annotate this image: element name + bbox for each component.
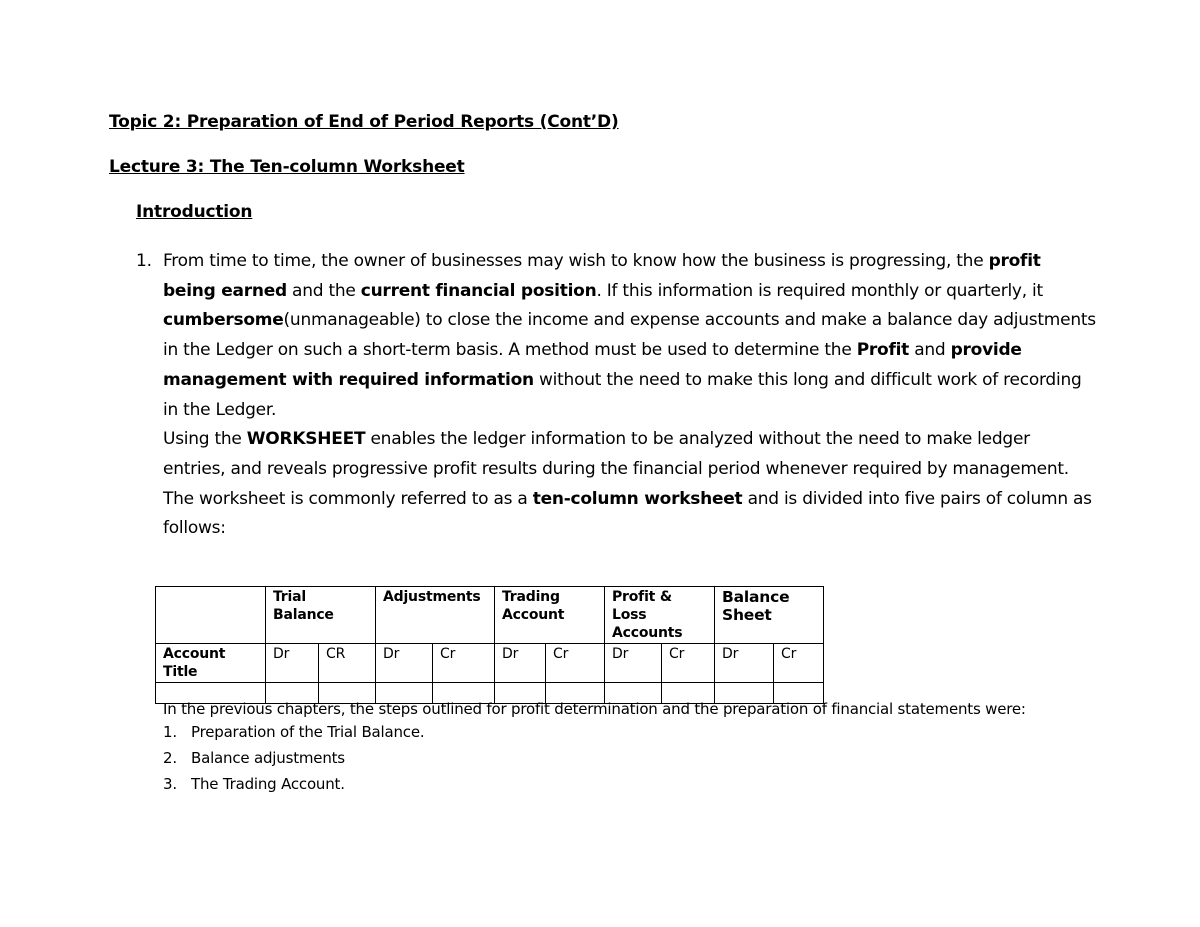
bold-run: Profit (856, 340, 910, 361)
subheader-cell: Dr (495, 644, 546, 683)
text-run: and is divided into five pairs of column as follows: (163, 488, 1092, 539)
header-trial-balance: Trial Balance (266, 587, 376, 644)
list-item (163, 774, 1113, 800)
paragraph-3 (163, 485, 1096, 544)
item-body (163, 247, 1096, 544)
bold-run: current financial position (360, 280, 597, 301)
table-subheader-row (156, 644, 824, 683)
lecture-heading: Lecture 3: The Ten-column Worksheet (109, 157, 465, 177)
bold-run: WORKSHEET (246, 429, 366, 450)
table-header-row (156, 587, 824, 644)
text-run: From time to time, the owner of businesses may wish to know how the business is progressing, the (163, 251, 989, 271)
paragraph-2 (163, 425, 1096, 484)
list-item (163, 722, 1113, 748)
list-item (163, 748, 1113, 774)
numbered-item-1 (136, 247, 1096, 544)
header-balance-sheet: Balance Sheet (715, 587, 824, 644)
bold-run: ten-column worksheet (532, 488, 743, 509)
list-number: 1. (163, 723, 177, 741)
text-run: . If this information is required monthly or quarterly, it (596, 280, 1043, 301)
list-item-text: The Trading Account. (191, 775, 345, 793)
introduction-heading: Introduction (136, 202, 253, 222)
subheader-cell: Cr (546, 644, 605, 683)
bold-run: profit being earned (163, 251, 1041, 301)
previous-steps-section (163, 700, 1113, 800)
previous-steps-list (163, 722, 1113, 800)
subheader-cell: CR (319, 644, 376, 683)
header-profit-loss: Profit & Loss Accounts (605, 587, 715, 644)
subheader-cell: Dr (266, 644, 319, 683)
list-number: 3. (163, 775, 177, 793)
subheader-cell: Dr (605, 644, 662, 683)
text-run: Using the (163, 429, 247, 450)
text-run: enables the ledger information to be analyzed without the need to make ledger entries, and reveals progressive profit results during the financial period whenever required by management. (163, 429, 1069, 479)
bold-run: provide management with required information (163, 340, 1022, 390)
account-title-cell: Account Title (156, 644, 266, 683)
subheader-cell: Cr (662, 644, 715, 683)
text-run: and (909, 340, 951, 361)
text-run: and the (286, 280, 361, 301)
paragraph-1 (163, 247, 1096, 425)
text-run: without the need to make this long and difficult work of recording in the Ledger. (163, 369, 1082, 420)
ten-column-worksheet-table (155, 586, 824, 704)
subheader-cell: Cr (433, 644, 495, 683)
list-item-text: Balance adjustments (191, 749, 345, 767)
header-trading-account: Trading Account (495, 587, 605, 644)
text-run: The worksheet is commonly referred to as a (163, 488, 533, 509)
list-item-text: Preparation of the Trial Balance. (191, 723, 425, 741)
subheader-cell: Dr (715, 644, 774, 683)
topic-heading: Topic 2: Preparation of End of Period Reports (Cont’D) (109, 112, 619, 132)
header-adjustments: Adjustments (376, 587, 495, 644)
text-run: (unmanageable) to close the income and expense accounts and make a balance day adjustments in the Ledger on such a short-term basis. A method must be used to determine the (163, 310, 1096, 361)
list-number: 2. (163, 749, 177, 767)
table-cell (156, 587, 266, 644)
subheader-cell: Cr (774, 644, 824, 683)
previous-steps-intro: In the previous chapters, the steps outlined for profit determination and the preparation of financial statements were: (163, 700, 1026, 718)
item-number: 1. (136, 251, 152, 271)
bold-run: cumbersome (163, 310, 284, 331)
subheader-cell: Dr (376, 644, 433, 683)
